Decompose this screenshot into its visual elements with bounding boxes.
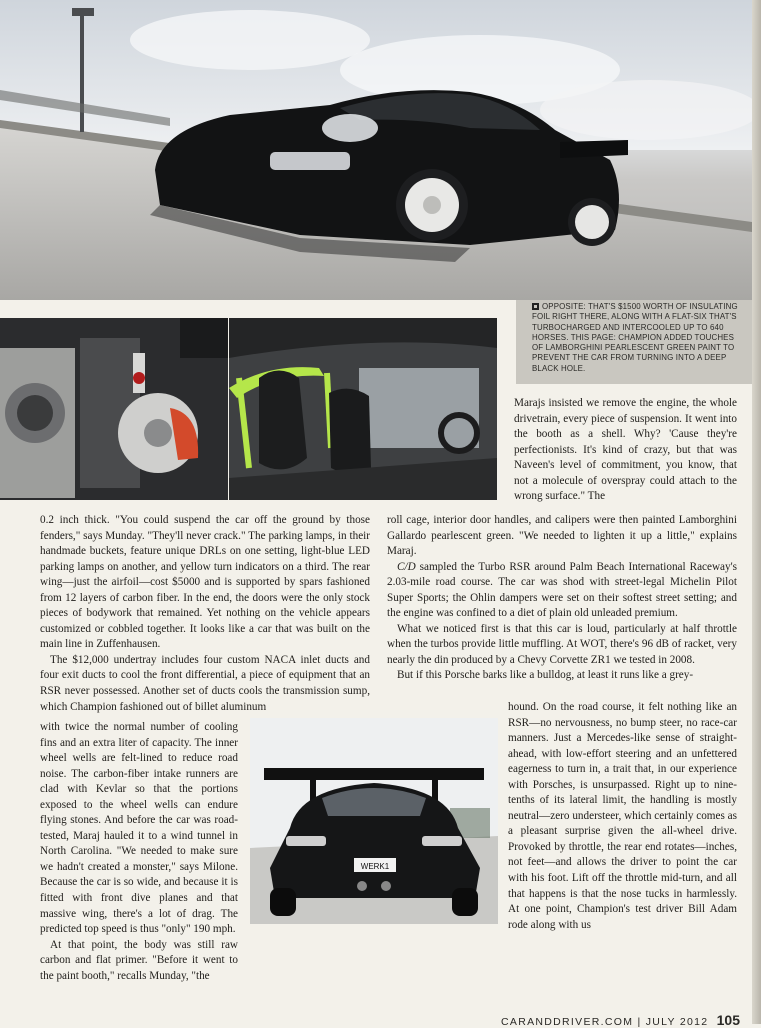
magazine-abbrev: C/D xyxy=(397,560,416,573)
page-number: 105 xyxy=(716,1012,740,1028)
engine-illustration xyxy=(0,318,228,500)
rear-view-photo xyxy=(250,718,498,924)
license-plate-text: WERK1 xyxy=(360,862,390,871)
article-column-left-lower xyxy=(40,720,238,984)
paragraph: hound. On the road course, it felt nothing like an RSR—no nervousness, no bump steer, no race-car manners. Just a Mercedes-like sense of straight-ahead, with low-effort steering and an unfettered eagerness to turn in, a trait that, in our experience with Porsches, is unsurpassed. Right up to nine-tenths of its lateral limit, the handling is mostly neutral—zero understeer, which certainly comes as a pleasant surprise given the all-wheel drive. Provoked by throttle, the rear end rotates—inches, not feet—and allows the driver to point the car with his foot. Lift off the throttle mid-turn, and all that happens is that the nose tucks in harmlessly. At one point, Champion's test driver Bill Adam rode along with us xyxy=(508,701,737,931)
rear-car-illustration xyxy=(250,718,498,924)
article-column-right xyxy=(387,513,737,684)
paragraph: The $12,000 undertray includes four custom NACA inlet ducts and four exit ducts to cool the front differential, a piece of equipment that an RSR never possessed. Another set of ducts cools the transmission sump, which Champion fashioned out of billet aluminum xyxy=(40,653,370,713)
hero-car-illustration xyxy=(0,0,752,300)
photo-caption xyxy=(532,302,742,374)
paragraph: with twice the normal number of cooling fins and an extra liter of capacity. The inner wheel wells are felt-lined to reduce road noise. The carbon-fiber intake runners are clad with Kevlar so that the portions exposed to the wheel wells can endure flying stones. And before the car was road-tested, Maraj hauled it to a wind tunnel in North Carolina. "We needed to make sure we hadn't created a monster," says Milone. Because the car is so wide, and because it is fitted with front dive planes and that massive wing, there's a lot of drag. The predicted top speed is thus "only" 190 mph. xyxy=(40,721,238,936)
paragraph: 0.2 inch thick. "You could suspend the car off the ground by those fenders," says Munday. "They'll never crack." The parking lamps, in their handmade buckets, feature unique DRLs on one setting, light-blue LED parking lamps on another, and yellow turn indicators on a third. The rear wing—just the airfoil—cost $5000 and is supported by spars fashioned from 12 layers of carbon fiber. In the end, the doors were the only stock pieces of bodywork that remained. Yet nothing on the vehicle appears customized or cobbled together. It looks like a car that was built on the main line in Zuffenhausen. xyxy=(40,514,370,651)
page-edge-shadow xyxy=(752,0,761,1024)
interior-photo xyxy=(229,318,497,500)
footer-site: CARANDDRIVER.COM xyxy=(501,1016,634,1028)
paragraph: roll cage, interior door handles, and calipers were then painted Lamborghini Gallardo pearlescent green. "We needed to lighten it up a little," explains Maraj. xyxy=(387,514,737,558)
article-column-right-top xyxy=(514,396,737,505)
footer-separator: | xyxy=(637,1016,642,1028)
article-column-right-lower xyxy=(508,700,737,933)
hero-photo-black-porsche xyxy=(0,0,752,300)
footer-issue: JULY 2012 xyxy=(645,1016,709,1028)
paragraph: C/D sampled the Turbo RSR around Palm Beach International Raceway's 2.03-mile road course. The car was shod with street-legal Michelin Pilot Super Sports; the Ohlin dampers were set on their softest street setting; and the engine was confined to a diet of plain old unleaded premium. xyxy=(387,560,737,620)
article-column-left xyxy=(40,513,370,715)
interior-illustration xyxy=(229,318,497,500)
page-footer xyxy=(460,1012,740,1028)
paragraph: Marajs insisted we remove the engine, the whole drivetrain, every piece of suspension. It went into the booth as a shell. Why? 'Cause they're perfectionists. It's kind of crazy, but that was Naveen's level of commitment, you know, that not a molecule of overspray could attach to the wrong surface." The xyxy=(514,397,737,503)
paragraph: What we noticed first is that this car is loud, particularly at half throttle when the turbos provide little muffling. At WOT, there's 96 dB of racket, very nearly the din produced by a Chevy Corvette ZR1 we tested in 2008. xyxy=(387,622,737,666)
square-bullet-icon xyxy=(532,303,539,310)
engine-bay-photo xyxy=(0,318,228,500)
paragraph: But if this Porsche barks like a bulldog, at least it runs like a grey- xyxy=(397,669,694,682)
paragraph: At that point, the body was still raw carbon and flat primer. "Before it went to the paint booth," recalls Munday, "the xyxy=(40,938,238,982)
caption-text: OPPOSITE: THAT'S $1500 WORTH OF INSULATING FOIL RIGHT THERE, ALONG WITH A FLAT-SIX THAT'S TURBOCHARGED AND INTERCOOLED UP TO 640 HORSES. THIS PAGE: CHAMPION ADDED TOUCHES OF LAMBORGHINI PEARLESCENT GREEN PAINT TO PREVENT THE CAR FROM TURNING INTO A DEEP BLACK HOLE. xyxy=(532,302,738,373)
